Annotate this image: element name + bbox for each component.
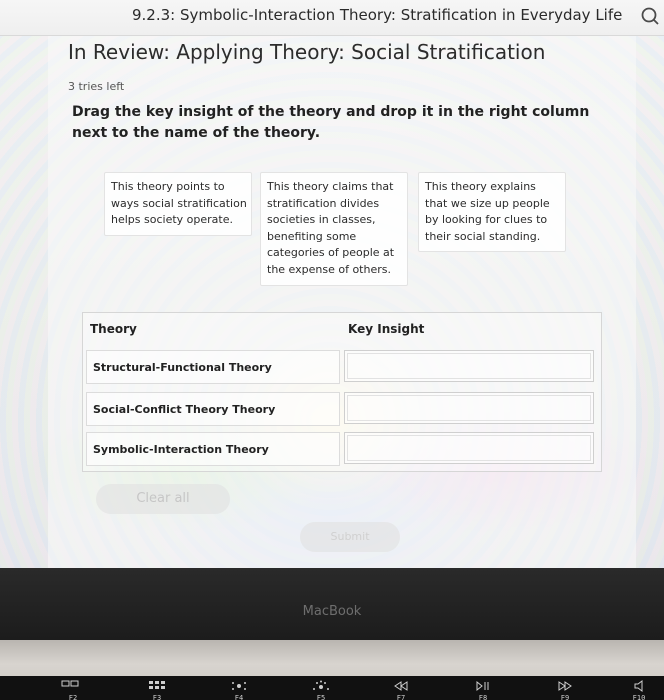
laptop-bezel — [0, 568, 664, 640]
draggable-card[interactable]: This theory claims that stratification divides societies in classes, benefiting some categories of people at the expense of others. — [260, 172, 408, 286]
drop-zone-inner — [347, 395, 591, 421]
drop-zone[interactable] — [344, 432, 594, 464]
instructions: Drag the key insight of the theory and drop it in the right column next to the name of the theory. — [72, 104, 590, 141]
column-header-key-insight: Key Insight — [348, 322, 425, 336]
f10-key-label: F10 — [632, 694, 646, 700]
section-title: In Review: Applying Theory: Social Stratification — [68, 40, 546, 64]
f8-key-label: F8 — [478, 694, 488, 700]
f9-key-label: F9 — [560, 694, 570, 700]
column-header-theory: Theory — [90, 322, 137, 336]
search-icon[interactable] — [640, 6, 660, 26]
mute-icon — [627, 680, 651, 692]
theory-row-label: Structural-Functional Theory — [86, 350, 340, 384]
keyboard-brightness-up-icon — [309, 680, 333, 692]
f3-key[interactable] — [132, 680, 182, 700]
top-bar — [0, 0, 664, 36]
drop-zone-inner — [347, 435, 591, 461]
page-header-title: 9.2.3: Symbolic-Interaction Theory: Stratification in Everyday Life — [132, 6, 623, 24]
f8-key[interactable] — [458, 680, 508, 700]
f5-key[interactable] — [296, 680, 346, 700]
clear-all-button[interactable]: Clear all — [96, 484, 230, 514]
f2-key[interactable] — [48, 680, 98, 700]
rewind-icon — [389, 680, 413, 692]
theory-row-label: Social-Conflict Theory Theory — [86, 392, 340, 426]
draggable-card[interactable]: This theory points to ways social stratification helps society operate. — [104, 172, 252, 236]
f9-key[interactable] — [540, 680, 590, 700]
keyboard-brightness-down-icon — [227, 680, 251, 692]
f2-key-label: F2 — [68, 694, 78, 700]
launchpad-icon — [145, 680, 169, 692]
f7-key-label: F7 — [396, 694, 406, 700]
drop-zone[interactable] — [344, 392, 594, 424]
submit-button[interactable]: Submit — [300, 522, 400, 552]
theory-row-label: Symbolic-Interaction Theory — [86, 432, 340, 466]
fast-forward-icon — [553, 680, 577, 692]
draggable-card[interactable]: This theory explains that we size up people by looking for clues to their social standing. — [418, 172, 566, 252]
brand-label: MacBook — [302, 604, 362, 619]
f7-key[interactable] — [376, 680, 426, 700]
drop-zone[interactable] — [344, 350, 594, 382]
drop-zone-inner — [347, 353, 591, 379]
f4-key-label: F4 — [234, 694, 244, 700]
tries-left: 3 tries left — [68, 80, 125, 93]
mission-control-icon — [61, 680, 85, 692]
f5-key-label: F5 — [316, 694, 326, 700]
f3-key-label: F3 — [152, 694, 162, 700]
f4-key[interactable] — [214, 680, 264, 700]
play-pause-icon — [471, 680, 495, 692]
f10-key[interactable] — [614, 680, 664, 700]
